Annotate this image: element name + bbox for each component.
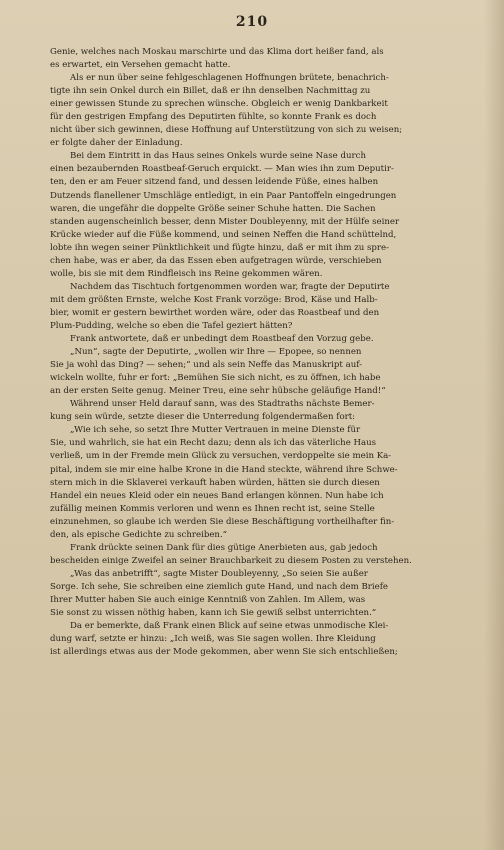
text-line: verließ, um in der Fremde mein Glück zu versuchen, verdoppelte sie mein Ka- bbox=[50, 451, 392, 462]
text-line: Bei dem Eintritt in das Haus seines Onkels wurde seine Nase durch bbox=[70, 151, 366, 162]
text-line: Frank antwortete, daß er unbedingt dem Roastbeaf den Vorzug gebe. bbox=[70, 334, 374, 345]
text-line: waren, die ungefähr die doppelte Größe seiner Schuhe hatten. Die Sachen bbox=[50, 203, 376, 214]
text-line: Sie sonst zu wissen nöthig haben, kann ich Sie gewiß selbst unterrichten.“ bbox=[50, 608, 377, 619]
text-line: Sie ja wohl das Ding? — sehen;“ und als sein Neffe das Manuskript auf- bbox=[50, 360, 363, 371]
text-line: dung warf, setzte er hinzu: „Ich weiß, was Sie sagen wollen. Ihre Kleidung bbox=[50, 634, 376, 645]
text-line: ten, den er am Feuer sitzend fand, und dessen leidende Füße, eines halben bbox=[50, 177, 379, 188]
text-line: Sie, und wahrlich, sie hat ein Recht dazu; denn als ich das väterliche Haus bbox=[50, 438, 377, 449]
text-line: an der ersten Seite genug. Meiner Treu, eine sehr hübsche geläufige Hand!“ bbox=[50, 386, 386, 397]
text-line: bescheiden einige Zweifel an seiner Brauchbarkeit zu diesem Posten zu verstehen. bbox=[50, 555, 412, 566]
page-edge-shadow bbox=[484, 0, 504, 850]
text-line: ist allerdings etwas aus der Mode gekommen, aber wenn Sie sich entschließen; bbox=[50, 647, 398, 658]
text-line: standen augenscheinlich besser, denn Mister Doubleyenny, mit der Hülfe seiner bbox=[50, 216, 400, 227]
text-line: einzunehmen, so glaube ich werden Sie diese Beschäftigung vortheilhafter fin- bbox=[50, 516, 395, 527]
text-line: stern mich in die Sklaverei verkauft haben würden, hätten sie durch diesen bbox=[50, 477, 380, 488]
text-line: „Wie ich sehe, so setzt Ihre Mutter Vertrauen in meine Dienste für bbox=[70, 425, 361, 436]
text-line: Genie, welches nach Moskau marschirte und das Klima dort heißer fand, als bbox=[50, 47, 384, 57]
text-line: „Was das anbetrifft“, sagte Mister Doubleyenny, „So seien Sie außer bbox=[70, 568, 368, 579]
text-line: „Nun“, sagte der Deputirte, „wollen wir Ihre — Epopee, so nennen bbox=[70, 347, 362, 358]
text-line: es erwartet, ein Versehen gemacht hatte. bbox=[50, 60, 231, 71]
body-text bbox=[50, 46, 460, 659]
text-line: Dutzends flanellener Umschläge entledigt, in ein Paar Pantoffeln eingedrungen bbox=[50, 190, 397, 201]
text-line: mit dem größten Ernste, welche Kost Frank vorzöge: Brod, Käse und Halb- bbox=[50, 294, 378, 305]
text-line: chen habe, was er aber, da das Essen eben aufgetragen würde, verschieben bbox=[50, 255, 382, 266]
text-line: einer gewissen Stunde zu sprechen wünsche. Obgleich er wenig Dankbarkeit bbox=[50, 99, 388, 110]
text-line: Krücke wieder auf die Füße kommend, und seinen Neffen die Hand schüttelnd, bbox=[50, 229, 397, 240]
text-line: Während unser Held darauf sann, was des Stadtraths nächste Bemer- bbox=[70, 399, 375, 410]
text-line: tigte ihn sein Onkel durch ein Billet, daß er ihn denselben Nachmittag zu bbox=[50, 86, 371, 97]
text-line: Als er nun über seine fehlgeschlagenen Hoffnungen brütete, benachrich- bbox=[70, 73, 389, 84]
text-line: Handel ein neues Kleid oder ein neues Band erlangen können. Nun habe ich bbox=[50, 490, 384, 501]
text-line: kung sein würde, setzte dieser die Unterredung folgendermaßen fort: bbox=[50, 412, 356, 423]
text-line: Nachdem das Tischtuch fortgenommen worden war, fragte der Deputirte bbox=[70, 281, 390, 292]
text-line: Da er bemerkte, daß Frank einen Blick auf seine etwas unmodische Klei- bbox=[70, 621, 389, 632]
text-line: er folgte daher der Einladung. bbox=[50, 138, 183, 149]
text-line: Frank drückte seinen Dank für dies gütige Anerbieten aus, gab jedoch bbox=[70, 542, 378, 553]
text-line: pital, indem sie mir eine halbe Krone in die Hand steckte, während ihre Schwe- bbox=[50, 464, 398, 475]
text-line: wolle, bis sie mit dem Rindfleisch ins Reine gekommen wären. bbox=[50, 268, 323, 279]
text-line: Sorge. Ich sehe, Sie schreiben eine ziemlich gute Hand, und nach dem Briefe bbox=[50, 581, 389, 592]
text-line: Plum-Pudding, welche so eben die Tafel geziert hätten? bbox=[50, 320, 293, 331]
page-number: 210 bbox=[235, 14, 269, 30]
text-line: bier, womit er gestern bewirthet worden wäre, oder das Roastbeaf und den bbox=[50, 307, 380, 318]
text-line: den, als epische Gedichte zu schreiben.“ bbox=[50, 529, 228, 540]
text-line: einen bezaubernden Roastbeaf-Geruch erquickt. — Man wies ihn zum Deputir- bbox=[50, 164, 394, 175]
text-line: lobte ihn wegen seiner Pünktlichkeit und fügte hinzu, daß er mit ihm zu spre- bbox=[50, 242, 390, 253]
text-line: Ihrer Mutter haben Sie auch einige Kenntniß von Zahlen. Im Allem, was bbox=[50, 594, 366, 605]
text-line: für den gestrigen Empfang des Deputirten fühlte, so konnte Frank es doch bbox=[50, 112, 377, 123]
text-line: wickeln wollte, fuhr er fort: „Bemühen Sie sich nicht, es zu öffnen, ich habe bbox=[50, 373, 381, 384]
text-line: zufällig meinen Kommis verloren und wenn es Ihnen recht ist, seine Stelle bbox=[50, 503, 375, 514]
text-line: nicht über sich gewinnen, diese Hoffnung auf Unterstützung von sich zu weisen; bbox=[50, 125, 403, 136]
